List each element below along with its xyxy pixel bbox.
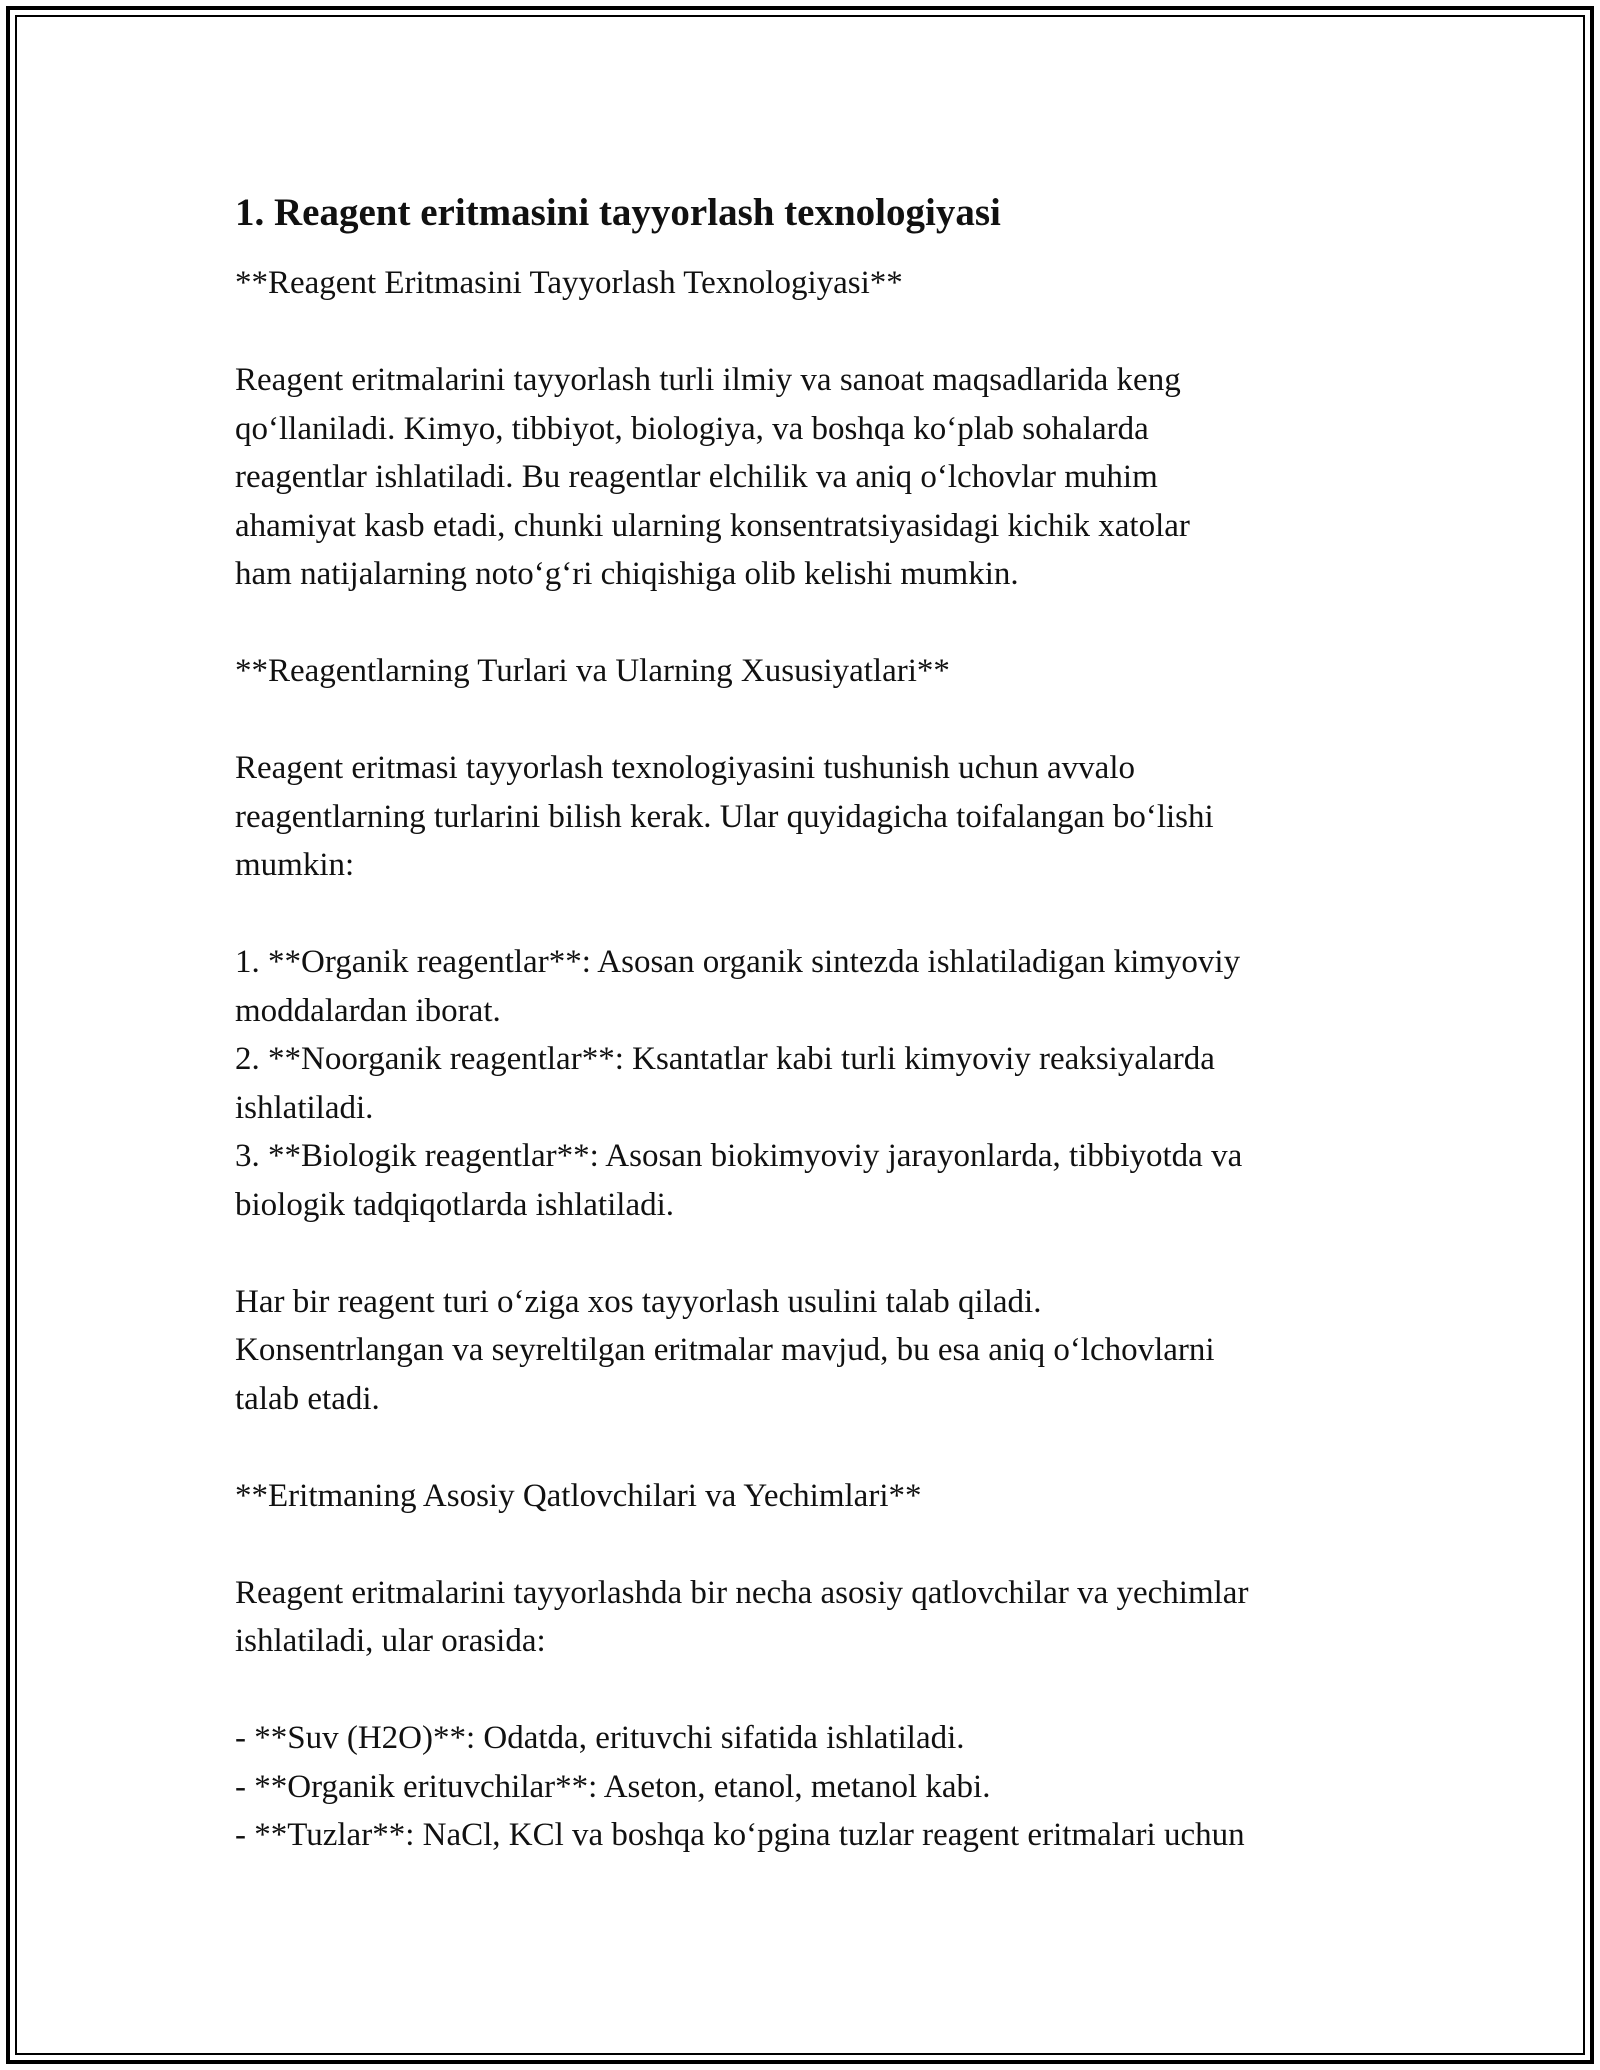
text-line: - **Tuzlar**: NaCl, KCl va boshqa ko‘pgina tuzlar reagent eritmalari uchun	[235, 1817, 1245, 1853]
text-line: 2. **Noorganik reagentlar**: Ksantatlar kabi turli kimyoviy reaksiyalarda	[235, 1041, 1215, 1077]
text-line: ham natijalarning noto‘g‘ri chiqishiga olib kelishi mumkin.	[235, 556, 1019, 592]
text-line: biologik tadqiqotlarda ishlatiladi.	[235, 1186, 675, 1223]
blank-line	[235, 599, 1395, 648]
text-line: Konsentrlangan va seyreltilgan eritmalar mavjud, bu esa aniq o‘lchovlarni	[235, 1332, 1215, 1368]
text-line: Reagent eritmalarini tayyorlashda bir necha asosiy qatlovchilar va yechimlar	[235, 1574, 1249, 1611]
blank-line	[235, 890, 1395, 939]
text-line: reagentlar ishlatiladi. Bu reagentlar elchilik va aniq o‘lchovlar muhim	[235, 459, 1158, 495]
text-line: ishlatiladi, ular orasida:	[235, 1623, 546, 1659]
text-line: **Eritmaning Asosiy Qatlovchilari va Yechimlari**	[235, 1477, 922, 1514]
document-body	[235, 185, 1395, 1860]
text-line: Reagent eritmasi tayyorlash texnologiyasini tushunish uchun avvalo	[235, 750, 1135, 786]
text-line: reagentlarning turlarini bilish kerak. Ular quyidagicha toifalangan bo‘lishi	[235, 798, 1214, 835]
blank-line	[235, 308, 1395, 357]
text-line: talab etadi.	[235, 1380, 380, 1417]
text-line: 1. **Organik reagentlar**: Asosan organik sintezda ishlatiladigan kimyoviy	[235, 944, 1241, 980]
text-line: ahamiyat kasb etadi, chunki ularning konsentratsiyasidagi kichik xatolar	[235, 507, 1190, 544]
blank-line	[235, 1520, 1395, 1569]
text-line: ishlatiladi.	[235, 1089, 374, 1126]
blank-line	[235, 696, 1395, 745]
blank-line	[235, 1229, 1395, 1278]
text-line: qo‘llaniladi. Kimyo, tibbiyot, biologiya, va boshqa ko‘plab sohalarda	[235, 410, 1149, 447]
text-line: **Reagentlarning Turlari va Ularning Xususiyatlari**	[235, 653, 950, 689]
blank-line	[235, 1666, 1395, 1715]
text-line: mumkin:	[235, 847, 355, 883]
document-title: 1. Reagent eritmasini tayyorlash texnologiyasi	[235, 191, 1001, 234]
text-line: moddalardan iborat.	[235, 992, 501, 1029]
text-line: - **Organik erituvchilar**: Aseton, etanol, metanol kabi.	[235, 1768, 991, 1805]
text-line: Reagent eritmalarini tayyorlash turli ilmiy va sanoat maqsadlarida keng	[235, 362, 1181, 398]
document-text	[235, 259, 1395, 1860]
text-line: **Reagent Eritmasini Tayyorlash Texnologiyasi**	[235, 265, 903, 301]
text-line: - **Suv (H2O)**: Odatda, erituvchi sifatida ishlatiladi.	[235, 1720, 965, 1756]
text-line: Har bir reagent turi o‘ziga xos tayyorlash usulini talab qiladi.	[235, 1283, 1042, 1320]
text-line: 3. **Biologik reagentlar**: Asosan biokimyoviy jarayonlarda, tibbiyotda va	[235, 1138, 1243, 1174]
blank-line	[235, 1423, 1395, 1472]
